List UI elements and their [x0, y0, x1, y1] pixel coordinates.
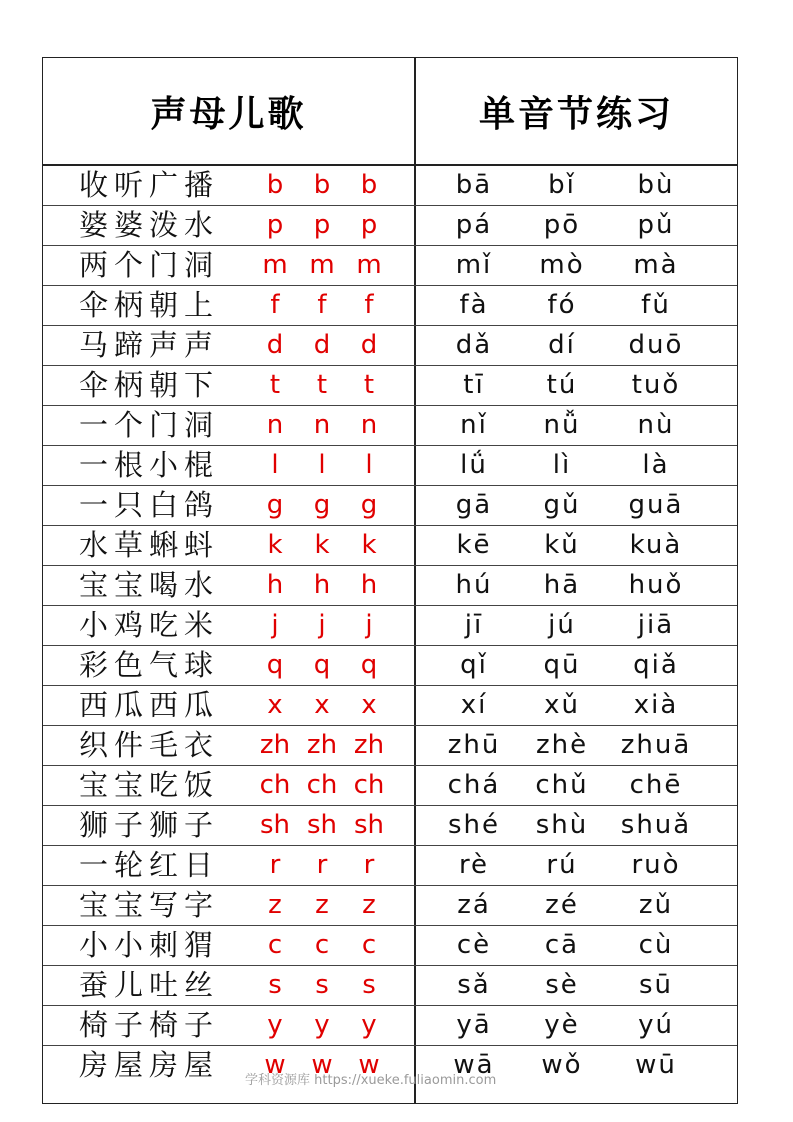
syllable: nǚ	[543, 410, 581, 440]
rhyme-text: 彩色气球	[79, 648, 220, 682]
initial-letter: p	[266, 210, 284, 240]
syllable: bā	[455, 170, 493, 200]
initial-letter: b	[266, 170, 284, 200]
initial-letter: f	[364, 290, 374, 320]
syllable: jiā	[637, 610, 675, 640]
syllable: wǒ	[541, 1050, 583, 1080]
table-row	[43, 166, 737, 206]
syllable: fǔ	[641, 290, 671, 320]
table-row	[43, 606, 737, 646]
initial-letter: c	[361, 930, 377, 960]
initial-letter: j	[318, 610, 326, 640]
table-row	[43, 806, 737, 846]
initial-letter: k	[314, 530, 330, 560]
syllable: chǔ	[535, 770, 589, 800]
syllable: shù	[535, 810, 589, 840]
syllable: nǐ	[460, 410, 488, 440]
initial-letter: l	[365, 450, 373, 480]
syllable: xǔ	[544, 690, 580, 720]
initial-letter: f	[270, 290, 280, 320]
rhyme-text: 宝宝喝水	[79, 568, 220, 602]
initial-letter: y	[314, 1010, 330, 1040]
syllable: lǘ	[460, 450, 488, 480]
initial-letter: t	[269, 370, 281, 400]
rhyme-text: 一只白鸽	[79, 488, 220, 522]
initial-letter: ch	[259, 770, 291, 800]
syllable: fà	[459, 290, 489, 320]
initial-letter: r	[363, 850, 375, 880]
table-row	[43, 486, 737, 526]
rhyme-text: 小小刺猬	[79, 928, 220, 962]
initial-letter: d	[266, 330, 284, 360]
syllable: qiǎ	[633, 650, 679, 680]
syllable: duō	[628, 330, 684, 360]
rhyme-text: 马蹄声声	[79, 328, 220, 362]
table-row	[43, 406, 737, 446]
table-row	[43, 846, 737, 886]
rhyme-text: 西瓜西瓜	[79, 688, 220, 722]
initial-letter: zh	[259, 730, 291, 760]
syllable: nù	[637, 410, 675, 440]
initial-letter: zh	[353, 730, 385, 760]
rhyme-text: 水草蝌蚪	[79, 528, 220, 562]
initial-letter: l	[271, 450, 279, 480]
syllable: hā	[543, 570, 581, 600]
table-row	[43, 246, 737, 286]
syllable: gā	[455, 490, 493, 520]
table-row	[43, 686, 737, 726]
syllable: kuà	[629, 530, 683, 560]
syllable: xí	[460, 690, 488, 720]
rhyme-text: 狮子狮子	[79, 808, 220, 842]
initial-letter: s	[315, 970, 329, 1000]
rhyme-text: 两个门洞	[79, 248, 220, 282]
syllable: mǐ	[455, 250, 493, 280]
initial-letter: h	[313, 570, 331, 600]
initial-letter: h	[360, 570, 378, 600]
syllable: fó	[547, 290, 577, 320]
initial-letter: p	[313, 210, 331, 240]
table-row	[43, 886, 737, 926]
table-row	[43, 446, 737, 486]
header-initials-rhymes: 声母儿歌	[150, 93, 307, 135]
syllable: pá	[455, 210, 493, 240]
initial-letter: n	[360, 410, 378, 440]
syllable: jī	[464, 610, 484, 640]
initial-letter: h	[266, 570, 284, 600]
table-row	[43, 526, 737, 566]
initial-letter: k	[267, 530, 283, 560]
syllable: ruò	[631, 850, 681, 880]
syllable: xià	[633, 690, 679, 720]
initial-letter: g	[313, 490, 331, 520]
initial-letter: w	[264, 1050, 286, 1080]
syllable: rè	[458, 850, 490, 880]
syllable: mò	[539, 250, 585, 280]
table-row	[43, 286, 737, 326]
syllable: rú	[546, 850, 578, 880]
initial-letter: f	[317, 290, 327, 320]
syllable: huǒ	[628, 570, 684, 600]
table-row	[43, 1006, 737, 1046]
initial-letter: t	[316, 370, 328, 400]
syllable: bǐ	[548, 170, 576, 200]
initial-letter: sh	[353, 810, 385, 840]
syllable: tú	[546, 370, 578, 400]
table-row	[43, 566, 737, 606]
initial-letter: q	[266, 650, 284, 680]
initial-letter: w	[311, 1050, 333, 1080]
table-row	[43, 646, 737, 686]
syllable: zé	[545, 890, 579, 920]
initial-letter: t	[363, 370, 375, 400]
initial-letter: x	[361, 690, 377, 720]
rhyme-text: 椅子椅子	[79, 1008, 220, 1042]
rhyme-text: 宝宝吃饭	[79, 768, 220, 802]
initial-letter: q	[313, 650, 331, 680]
syllable: zhè	[535, 730, 589, 760]
syllable: qǐ	[460, 650, 488, 680]
initial-letter: c	[267, 930, 283, 960]
rhyme-text: 房屋房屋	[79, 1048, 220, 1082]
initial-letter: x	[314, 690, 330, 720]
rhyme-text: 收听广播	[79, 168, 220, 202]
initial-letter: z	[268, 890, 282, 920]
initial-letter: g	[266, 490, 284, 520]
rhyme-text: 伞柄朝上	[79, 288, 220, 322]
rhyme-text: 一个门洞	[79, 408, 220, 442]
watermark: 学科资源库 https://xueke.fuliaomin.com	[245, 1073, 497, 1088]
initial-letter: y	[267, 1010, 283, 1040]
syllable: pǔ	[637, 210, 675, 240]
rhyme-text: 小鸡吃米	[79, 608, 220, 642]
syllable: gǔ	[543, 490, 581, 520]
syllable: kē	[456, 530, 492, 560]
syllable: cā	[544, 930, 580, 960]
initial-letter: m	[262, 250, 288, 280]
syllable: zǔ	[638, 890, 674, 920]
syllable: dí	[548, 330, 576, 360]
syllable: sǎ	[457, 970, 491, 1000]
initial-letter: j	[365, 610, 373, 640]
initial-letter: n	[266, 410, 284, 440]
syllable: kǔ	[544, 530, 580, 560]
syllable: chá	[447, 770, 501, 800]
initial-letter: s	[268, 970, 282, 1000]
syllable: zhū	[447, 730, 501, 760]
syllable: cù	[638, 930, 674, 960]
rhyme-text: 伞柄朝下	[79, 368, 220, 402]
syllable: pō	[543, 210, 581, 240]
syllable: tī	[463, 370, 485, 400]
initial-letter: k	[361, 530, 377, 560]
syllable: là	[642, 450, 670, 480]
rhyme-text: 蚕儿吐丝	[79, 968, 220, 1002]
initial-letter: c	[314, 930, 330, 960]
syllable: lì	[552, 450, 572, 480]
initial-letter: q	[360, 650, 378, 680]
table-row	[43, 366, 737, 406]
syllable: zhuā	[620, 730, 692, 760]
syllable: sè	[545, 970, 579, 1000]
initial-letter: d	[360, 330, 378, 360]
table-row	[43, 966, 737, 1006]
syllable: hú	[455, 570, 493, 600]
syllable: guā	[628, 490, 684, 520]
initial-letter: y	[361, 1010, 377, 1040]
pinyin-practice-table	[42, 57, 738, 1104]
syllable: shuǎ	[620, 810, 692, 840]
initial-letter: m	[356, 250, 382, 280]
table-row	[43, 766, 737, 806]
rhyme-text: 一根小棍	[79, 448, 220, 482]
syllable: tuǒ	[631, 370, 681, 400]
syllable: zá	[457, 890, 491, 920]
syllable: dǎ	[455, 330, 493, 360]
initial-letter: b	[360, 170, 378, 200]
initial-letter: sh	[259, 810, 291, 840]
syllable: wū	[635, 1050, 677, 1080]
syllable: wā	[453, 1050, 495, 1080]
rhyme-text: 婆婆泼水	[79, 208, 220, 242]
initial-letter: d	[313, 330, 331, 360]
syllable: cè	[456, 930, 492, 960]
initial-letter: m	[309, 250, 335, 280]
initial-letter: g	[360, 490, 378, 520]
initial-letter: s	[362, 970, 376, 1000]
initial-letter: l	[318, 450, 326, 480]
syllable: shé	[447, 810, 501, 840]
syllable: jú	[548, 610, 576, 640]
initial-letter: n	[313, 410, 331, 440]
syllable: sū	[638, 970, 674, 1000]
rhyme-text: 织件毛衣	[79, 728, 220, 762]
initial-letter: ch	[353, 770, 385, 800]
initial-letter: r	[269, 850, 281, 880]
syllable: bù	[637, 170, 675, 200]
table-row	[43, 326, 737, 366]
syllable: mà	[633, 250, 679, 280]
initial-letter: r	[316, 850, 328, 880]
syllable: qū	[543, 650, 581, 680]
initial-letter: zh	[306, 730, 338, 760]
table-row	[43, 726, 737, 766]
header-syllable-practice: 单音节练习	[478, 93, 674, 135]
table-body	[43, 166, 737, 1086]
syllable: yè	[544, 1010, 580, 1040]
initial-letter: x	[267, 690, 283, 720]
table-row	[43, 926, 737, 966]
initial-letter: sh	[306, 810, 338, 840]
initial-letter: b	[313, 170, 331, 200]
table-row	[43, 206, 737, 246]
syllable: chē	[629, 770, 683, 800]
syllable: yú	[638, 1010, 674, 1040]
syllable: yā	[456, 1010, 492, 1040]
initial-letter: j	[271, 610, 279, 640]
initial-letter: p	[360, 210, 378, 240]
initial-letter: z	[362, 890, 376, 920]
initial-letter: w	[358, 1050, 380, 1080]
initial-letter: z	[315, 890, 329, 920]
rhyme-text: 一轮红日	[79, 848, 220, 882]
initial-letter: ch	[306, 770, 338, 800]
rhyme-text: 宝宝写字	[79, 888, 220, 922]
